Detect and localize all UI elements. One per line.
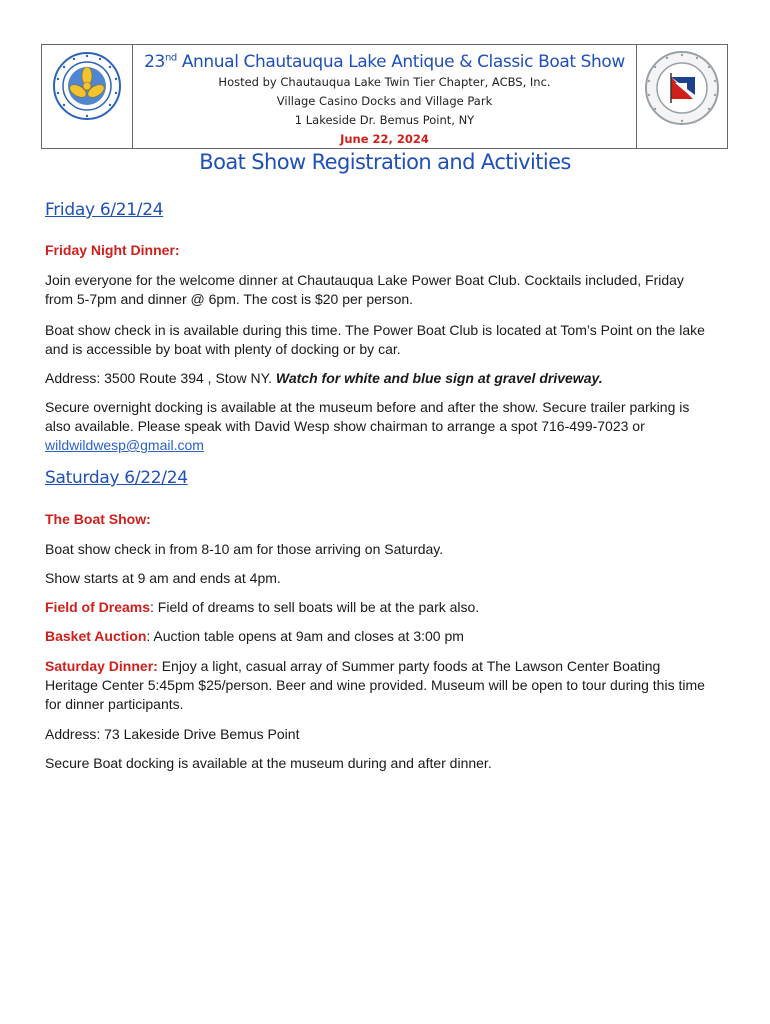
- friday-address-text: Address: 3500 Route 394 , Stow NY.: [45, 370, 276, 386]
- friday-docking-text: Secure overnight docking is available at the museum before and after the show. Secure trailer parking is also available. Please speak with David Wesp show chairman to arrange a spot 716-499-7023 or: [45, 399, 690, 434]
- friday-checkin-paragraph: Boat show check in is available during this time. The Power Boat Club is located at Tom’s Point on the lake and is accessible by boat with plenty of docking or by car.: [45, 322, 705, 357]
- header-box: [41, 44, 728, 149]
- event-date: June 22, 2024: [340, 132, 429, 146]
- venue-address-line: 1 Lakeside Dr. Bemus Point, NY: [294, 113, 475, 127]
- header-text-block: [132, 45, 637, 149]
- header-left-cell: [42, 45, 133, 148]
- page-title: Boat Show Registration and Activities: [199, 150, 571, 174]
- saturday-heading: Saturday 6/22/24: [45, 468, 188, 488]
- saturday-dinner-text: Enjoy a light, casual array of Summer party foods at The Lawson Center Boating Heritage Center 5:45pm $25/person. Beer and wine provided. Museum will be open to tour during this time for dinner participants.: [45, 658, 705, 712]
- chapter-propeller-logo-icon: [52, 51, 122, 126]
- boat-show-subheading: The Boat Show:: [45, 511, 151, 527]
- museum-address-paragraph: Address: 73 Lakeside Drive Bemus Point: [45, 726, 300, 742]
- acbs-society-logo-icon: [643, 49, 721, 132]
- show-hours-paragraph: Show starts at 9 am and ends at 4pm.: [45, 570, 281, 586]
- field-of-dreams-text: : Field of dreams to sell boats will be at the park also.: [150, 599, 480, 615]
- saturday-dinner-paragraph: [45, 657, 715, 714]
- event-title: 23nd Annual Chautauqua Lake Antique & Classic Boat Show: [144, 52, 625, 72]
- friday-dinner-paragraph: Join everyone for the welcome dinner at Chautauqua Lake Power Boat Club. Cocktails included, Friday from 5-7pm and dinner @ 6pm. The cost is $20 per person.: [45, 272, 684, 307]
- field-of-dreams-label: Field of Dreams: [45, 599, 151, 615]
- saturday-dinner-label: Saturday Dinner:: [45, 658, 158, 674]
- saturday-checkin-paragraph: Boat show check in from 8-10 am for those arriving on Saturday.: [45, 541, 444, 557]
- friday-sign-note: Watch for white and blue sign at gravel driveway.: [275, 370, 603, 386]
- friday-address-paragraph: [45, 369, 715, 388]
- host-line: Hosted by Chautauqua Lake Twin Tier Chapter, ACBS, Inc.: [218, 75, 551, 89]
- basket-auction-text: : Auction table opens at 9am and closes at 3:00 pm: [146, 628, 464, 644]
- museum-docking-paragraph: Secure Boat docking is available at the museum during and after dinner.: [45, 755, 492, 771]
- friday-heading: Friday 6/21/24: [45, 200, 164, 220]
- friday-dinner-subheading: Friday Night Dinner:: [45, 242, 180, 258]
- chairman-email-link[interactable]: wildwildwesp@gmail.com: [45, 437, 204, 453]
- basket-auction-label: Basket Auction: [45, 628, 147, 644]
- field-of-dreams-paragraph: [45, 598, 715, 617]
- basket-auction-paragraph: [45, 627, 715, 646]
- friday-docking-paragraph: [45, 398, 715, 455]
- venue-line: Village Casino Docks and Village Park: [276, 94, 493, 108]
- header-right-cell: [636, 45, 727, 148]
